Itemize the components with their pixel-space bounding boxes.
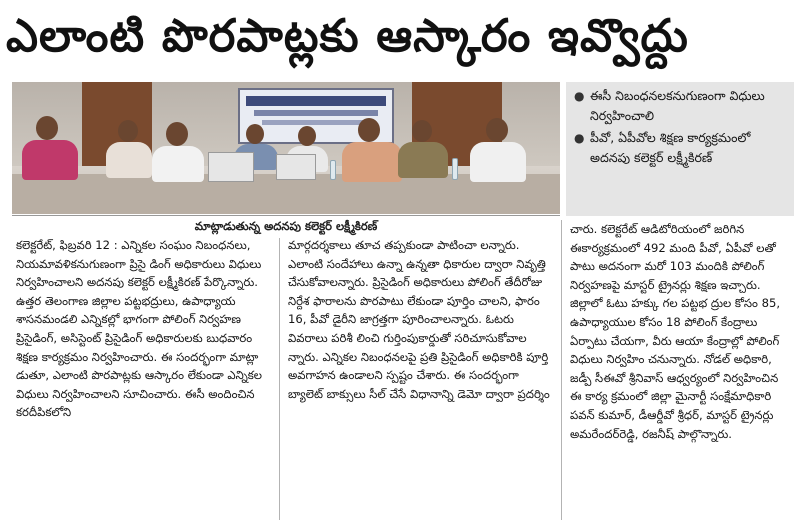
column-divider xyxy=(561,220,562,520)
laptop xyxy=(208,152,254,182)
article-column-2: మార్గదర్శకాలు తూచ తప్పకుండా పాటించా లన్నారు. ఎలాంటి సందేహాలు ఉన్నా ఉన్నతా ధికారుల ద్వారా నివృత్తి చేసుకోవాలన్నారు. ప్రిసైడింగ్ అధికారులు పోలింగ్ తేదీరోజు నిర్దేశ ఫారాలను పొరపాటు లేకుండా పూర్తిం చాలని, ఫారం 16, పీవో డైరీని జాగ్రత్తగా పూరించాలన్నారు. ఓటరు వివరాలు పరిశీ లించి గుర్తింపుకార్డుతో సరిచూసుకోవాల న్నారు. ఎన్నికల నిబంధనలపై ప్రతి ప్రిసైడింగ్ అధికారికి పూర్తి అవగాహన ఉండాలని స్పష్టం చేశారు. ఈ సందర్భంగా బ్యాలెట్ బాక్సులు సీల్ చేసే విధానాన్ని డెమో ద్వారా ప్రదర్శిం xyxy=(288,238,550,401)
bullet-icon: ● xyxy=(574,131,585,145)
laptop xyxy=(276,154,316,180)
highlight-item xyxy=(572,86,788,126)
photo-caption: మాట్లాడుతున్న అదనపు కలెక్టర్ లక్ష్మీకిరణ్ xyxy=(194,219,378,233)
highlights-box xyxy=(566,82,794,216)
water-bottle xyxy=(452,158,458,180)
highlight-text: ఈసీ నిబంధనలకనుగుణంగా విధులు నిర్వహించాలి xyxy=(590,88,765,123)
highlight-text: పీవో, ఏపీవోల శిక్షణ కార్యక్రమంలో అదనపు కలెక్టర్ లక్ష్మీకిరణ్ xyxy=(590,130,751,165)
caption-divider xyxy=(12,215,560,216)
water-bottle xyxy=(330,160,336,180)
article-column-1: కలెక్టరేట్, ఫిబ్రవరి 12 : ఎన్నికల సంఘం నిబంధనలు, నియమావళికనుగుణంగా ప్రిసై డింగ్ అధికారులు విధులు నిర్వహించాలని అదనపు కలెక్టర్ లక్ష్మీకిరణ్ పేర్కొన్నారు. ఉత్తర తెలంగాణ జిల్లాల పట్టభద్రులు, ఉపాధ్యాయ శాసనమండలి ఎన్నికల్లో భాగంగా పోలింగ్ నిర్వహణ ప్రిసైడింగ్, అసిస్టెంట్ ప్రిసైడింగ్ అధికారులకు బుధవారం శిక్షణ కార్యక్రమం నిర్వహించారు. ఈ సందర్భంగా మాట్లా డుతూ, ఎలాంటి పొరపాట్లకు ఆస్కారం లేకుండా ఎన్నికల విధులు నిర్వహించాలని సూచించారు. ఈసీ అందించిన కరదీపికలోని xyxy=(16,238,262,420)
article-column-3: చారు. కలెక్టరేట్ ఆడిటోరియంలో జరిగిన ఈకార్యక్రమంలో 492 మంది పీవో, ఏపీవో లతో పాటు అదనంగా మరో 103 మందికి పోలింగ్ నిర్వహణపై మాస్టర్ ట్రైనర్లు శిక్షణ ఇచ్చారు. జిల్లాలో ఓటు హక్కు గల పట్టభ ద్రుల కోసం 85, ఉపాధ్యాయుల కోసం 18 పోలింగ్ కేంద్రాలు ఏర్పాటు చేయగా, వీరు ఆయా కేంద్రాల్లో పోలింగ్ విధులు నిర్వహిం చనున్నారు. నోడల్ అధికారి, జడ్పీ సీఈవో శ్రీనివాస్ ఆధ్వర్యంలో నిర్వహించిన ఈ కార్య క్రమంలో జిల్లా మైనార్టీ సంక్షేమాధికారి పవన్ కుమార్, డీఆర్డీవో శ్రీధర్, మాస్టర్ ట్రైనర్లు అమరేందర్‌రెడ్డి, రజనీష్ పాల్గొన్నారు. xyxy=(570,222,781,441)
highlight-item xyxy=(572,128,788,168)
column-divider xyxy=(279,238,280,520)
bullet-icon: ● xyxy=(574,89,585,103)
news-photo xyxy=(12,82,560,214)
headline: ఎలాంటి పొరపాట్లకు ఆస్కారం ఇవ్వొద్దు xyxy=(6,9,689,62)
